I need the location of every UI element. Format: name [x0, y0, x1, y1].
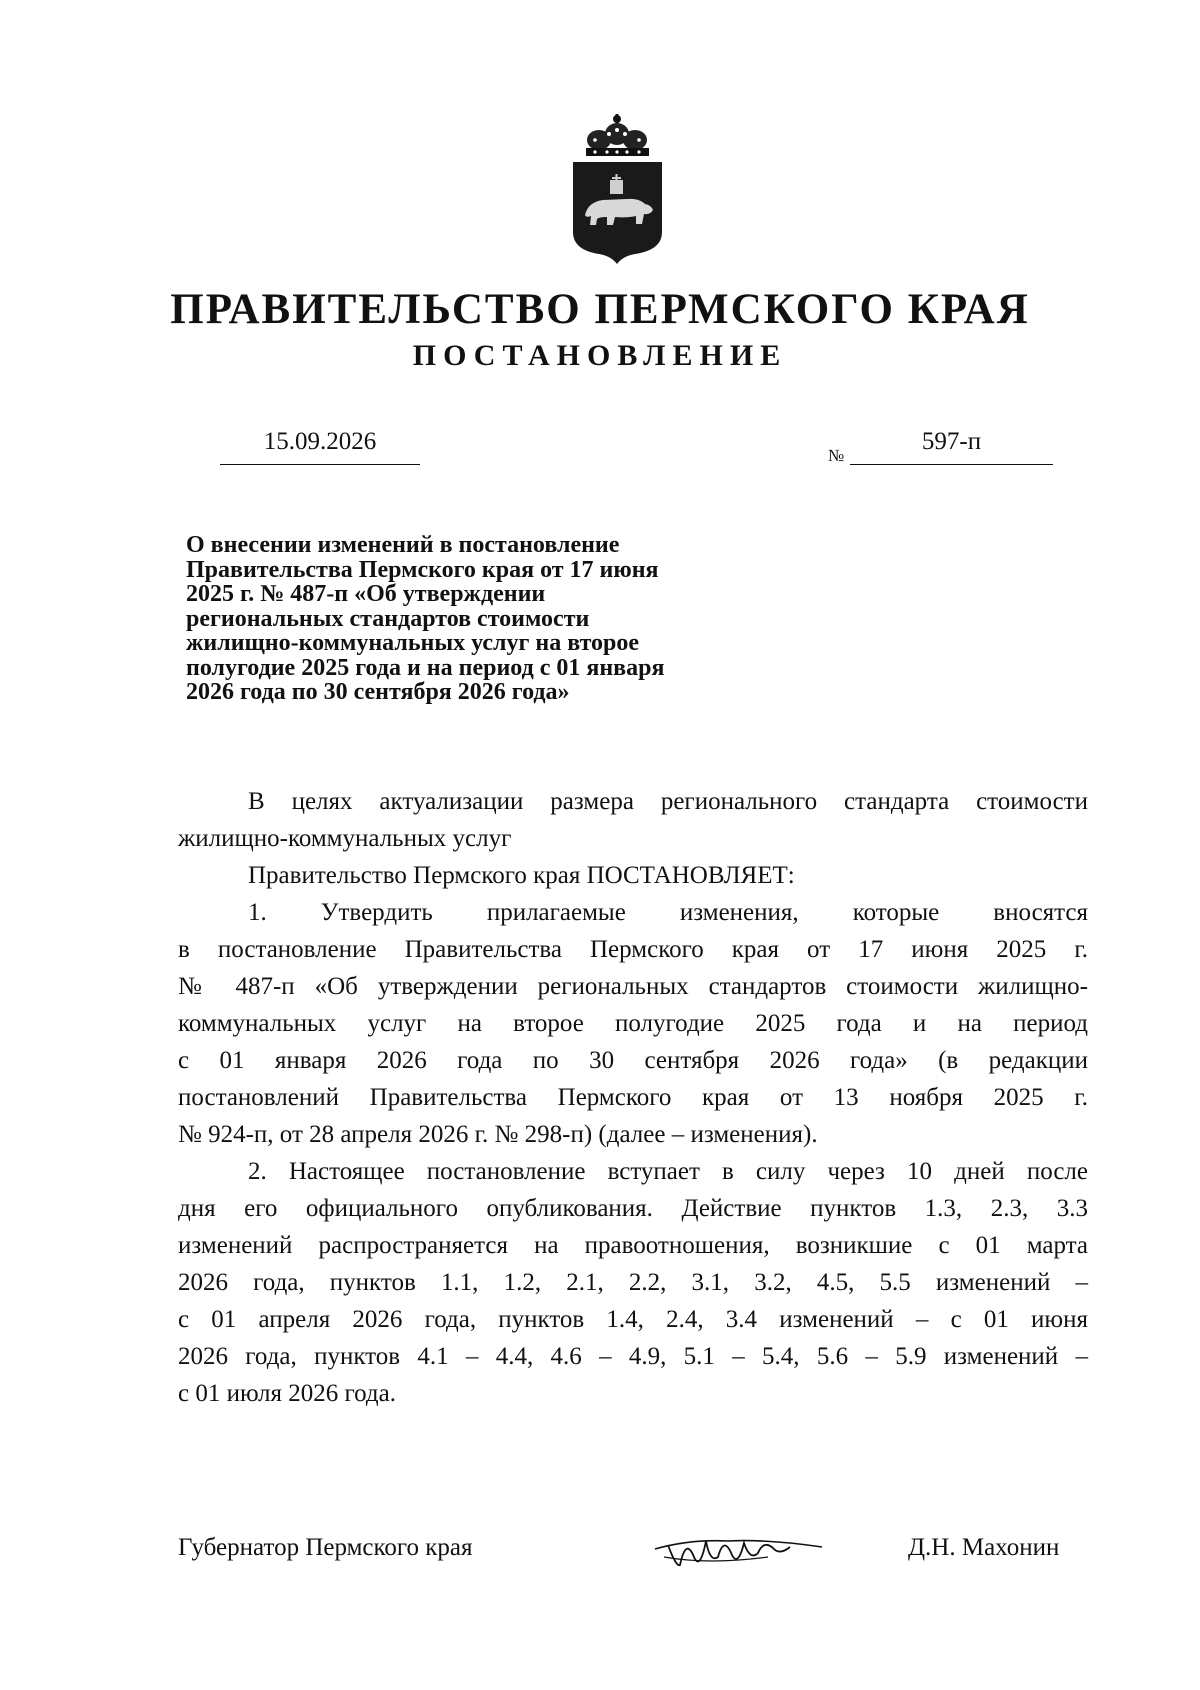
document-number: 597-п: [850, 424, 1053, 465]
number-sign: №: [828, 446, 845, 465]
document-subject: [186, 533, 766, 705]
body-line: жилищно-коммунальных услуг: [178, 825, 512, 852]
body-line: изменений распространяется на правоотношения, возникшие с 01 марта: [178, 1232, 1088, 1259]
body-line: дня его официального опубликования. Действие пунктов 1.3, 2.3, 3.3: [178, 1195, 1088, 1222]
document-date: 15.09.2026: [220, 424, 420, 465]
body-line: В целях актуализации размера регионального стандарта стоимости: [248, 788, 1088, 815]
subject-line: жилищно-коммунальных услуг на второе: [186, 630, 640, 656]
perm-krai-coat-of-arms-icon: [565, 112, 670, 267]
body-line: постановлений Правительства Пермского края от 13 ноября 2025 г.: [178, 1084, 1088, 1111]
body-line: с 01 июля 2026 года.: [178, 1380, 396, 1407]
body-line: 2026 года, пунктов 1.1, 1.2, 2.1, 2.2, 3.1, 3.2, 4.5, 5.5 изменений –: [178, 1269, 1088, 1296]
resolution-paragraph: [178, 857, 1088, 894]
body-line: 2. Настоящее постановление вступает в силу через 10 дней после: [248, 1158, 1088, 1185]
subject-line: полугодие 2025 года и на период с 01 января: [186, 654, 665, 681]
clause-2-paragraph: [178, 1153, 1088, 1412]
body-line: № 924-п, от 28 апреля 2026 г. № 298-п) (далее – изменения).: [178, 1121, 818, 1148]
body-line: Правительство Пермского края ПОСТАНОВЛЯЕТ:: [248, 862, 795, 889]
body-line: в постановление Правительства Пермского края от 17 июня 2025 г.: [178, 936, 1088, 963]
body-line: № 487-п «Об утверждении региональных стандартов стоимости жилищно-: [178, 973, 1088, 1000]
subject-line: 2025 г. № 487-п «Об утверждении: [186, 581, 546, 607]
signatory-name: Д.Н. Махонин: [908, 1534, 1060, 1561]
body-line: с 01 апреля 2026 года, пунктов 1.4, 2.4, 3.4 изменений – с 01 июня: [178, 1306, 1088, 1333]
body-line: коммунальных услуг на второе полугодие 2025 года и на период: [178, 1010, 1088, 1037]
clause-1-paragraph: [178, 894, 1088, 1153]
subject-line: Правительства Пермского края от 17 июня: [186, 556, 659, 583]
body-line: 1. Утвердить прилагаемые изменения, которые вносятся: [248, 899, 1088, 926]
handwritten-signature-icon: [650, 1527, 830, 1577]
document-body: [178, 783, 1088, 1412]
subject-line: О внесении изменений в постановление: [186, 532, 620, 558]
document-type-title: ПОСТАНОВЛЕНИЕ: [412, 339, 788, 372]
body-line: с 01 января 2026 года по 30 сентября 2026 года» (в редакции: [178, 1047, 1088, 1074]
subject-line: 2026 года по 30 сентября 2026 года»: [186, 679, 570, 705]
signatory-role: Губернатор Пермского края: [178, 1534, 473, 1561]
subject-line: региональных стандартов стоимости: [186, 605, 590, 632]
organization-title: ПРАВИТЕЛЬСТВО ПЕРМСКОГО КРАЯ: [170, 286, 1030, 333]
body-line: 2026 года, пунктов 4.1 – 4.4, 4.6 – 4.9, 5.1 – 5.4, 5.6 – 5.9 изменений –: [178, 1343, 1088, 1370]
preamble-paragraph: [178, 783, 1088, 857]
